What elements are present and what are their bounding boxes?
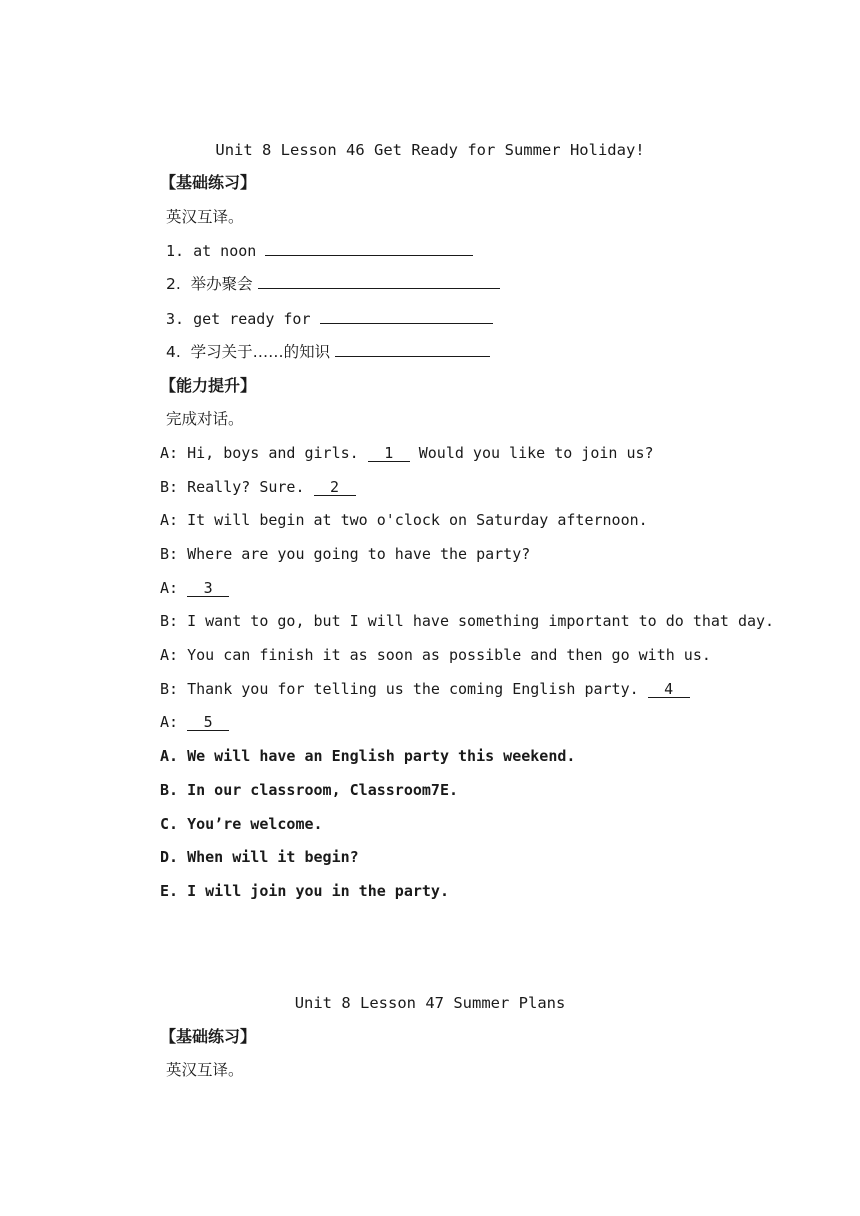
lesson46-basic-header: 【基础练习】 [160,173,257,192]
lesson46-advanced-instruction: 完成对话。 [166,410,244,428]
dialogue-line-7: A: You can finish it as soon as possible and then go with us. [160,646,711,664]
lesson47-basic-header: 【基础练习】 [160,1027,257,1046]
answer-blank[interactable] [265,241,473,256]
option-d: D. When will it begin? [160,848,359,866]
answer-blank[interactable] [258,274,500,289]
dialogue-blank-1[interactable]: 1 [368,445,410,462]
lesson46-advanced-header: 【能力提升】 [160,376,257,395]
lesson47-title: Unit 8 Lesson 47 Summer Plans [294,994,566,1012]
vocab-item-text: at noon [193,242,257,260]
dialogue-line-4: B: Where are you going to have the party? [160,545,531,563]
vocab-item-4 [166,342,490,362]
vocab-item-text: get ready for [193,310,311,328]
vocab-item-number: 4. [166,343,181,361]
dialogue-line-3: A: It will begin at two o'clock on Saturday afternoon. [160,511,648,529]
dialogue-line-2: B: Really? Sure. 2 [160,477,356,497]
dialogue-blank-5[interactable]: 5 [187,714,229,731]
vocab-item-number: 3. [166,310,185,328]
option-b: B. In our classroom, Classroom7E. [160,781,459,799]
vocab-item-number: 1. [166,242,185,260]
dialogue-line-9: A: 5 [160,712,229,732]
lesson46-basic-instruction: 英汉互译。 [166,208,244,226]
vocab-item-text: 学习关于……的知识 [190,343,331,361]
vocab-item-1 [166,241,473,261]
lesson46-title: Unit 8 Lesson 46 Get Ready for Summer Holiday! [215,141,645,159]
dialogue-blank-4[interactable]: 4 [648,681,690,698]
dialogue-line-8: B: Thank you for telling us the coming English party. 4 [160,679,690,699]
option-a: A. We will have an English party this weekend. [160,747,576,765]
option-e: E. I will join you in the party. [160,882,449,900]
dialogue-blank-3[interactable]: 3 [187,580,229,597]
vocab-item-3 [166,309,493,329]
answer-blank[interactable] [335,342,490,357]
dialogue-line-6: B: I want to go, but I will have something important to do that day. [160,612,775,630]
dialogue-line-5: A: 3 [160,578,229,598]
vocab-item-2 [166,274,500,294]
lesson47-basic-instruction: 英汉互译。 [166,1061,244,1079]
vocab-item-number: 2. [166,275,181,293]
answer-blank[interactable] [320,309,493,324]
dialogue-line-1: A: Hi, boys and girls. 1 Would you like to join us? [160,444,654,462]
vocab-item-text: 举办聚会 [190,275,253,293]
dialogue-blank-2[interactable]: 2 [314,479,356,496]
option-c: C. You’re welcome. [160,815,323,833]
